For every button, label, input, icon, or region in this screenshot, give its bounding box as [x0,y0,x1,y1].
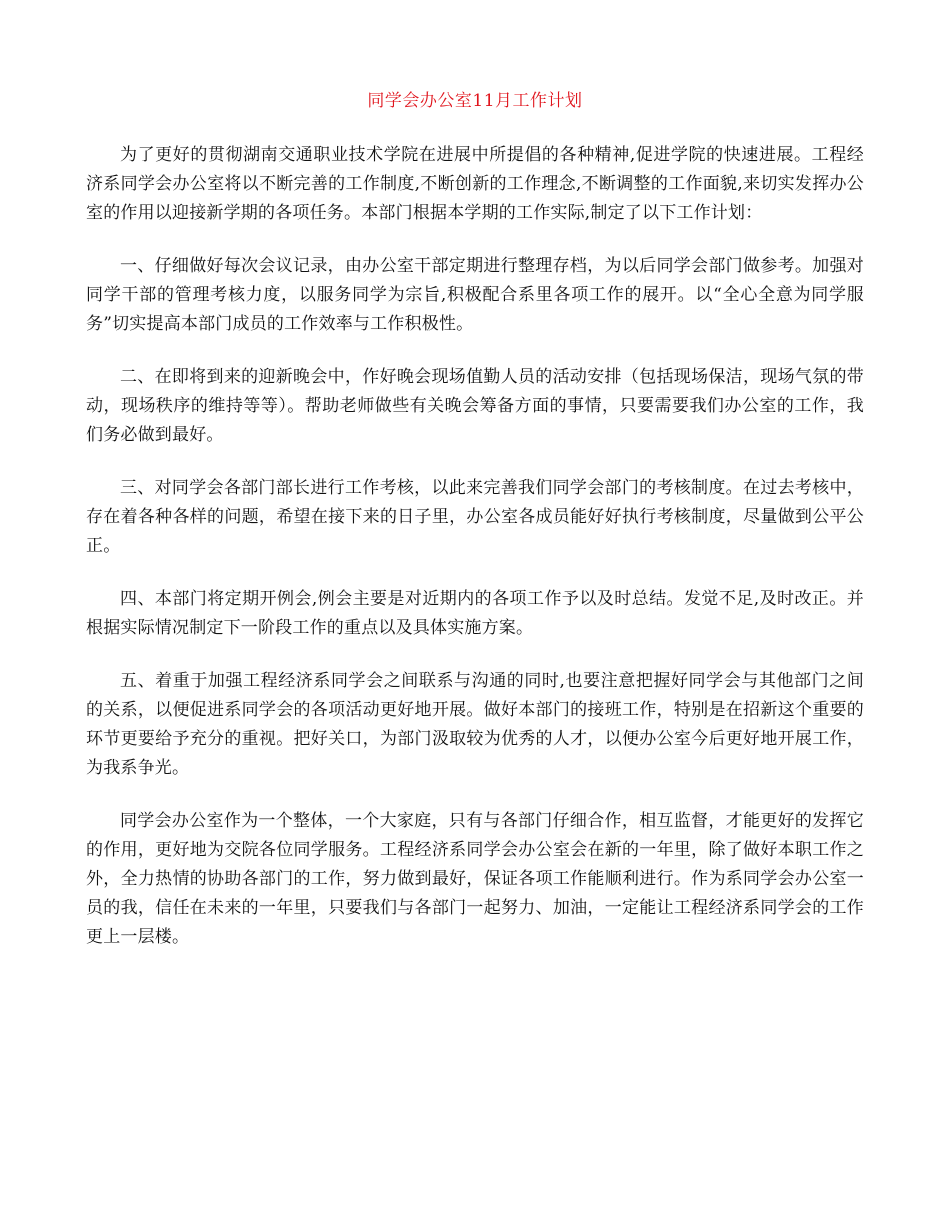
plan-item-2: 二、在即将到来的迎新晚会中，作好晚会现场值勤人员的活动安排（包括现场保洁，现场气氛的带动，现场秩序的维持等等）。帮助老师做些有关晚会筹备方面的事情，只要需要我们办公室的工作，我们务必做到最好。 [86,367,864,445]
intro-paragraph: 为了更好的贯彻湖南交通职业技术学院在进展中所提倡的各种精神,促进学院的快速进展。工程经济系同学会办公室将以不断完善的工作制度,不断创新的工作理念,不断调整的工作面貌,来切实发挥办公室的作用以迎接新学期的各项任务。本部门根据本学期的工作实际,制定了以下工作计划： [86,145,864,223]
document-title: 同学会办公室11月工作计划 [367,91,583,111]
document-body [86,141,864,976]
plan-item-4: 四、本部门将定期开例会,例会主要是对近期内的各项工作予以及时总结。发觉不足,及时改正。并根据实际情况制定下一阶段工作的重点以及具体实施方案。 [86,589,864,638]
plan-item-5: 五、着重于加强工程经济系同学会之间联系与沟通的同时,也要注意把握好同学会与其他部门之间的关系，以便促进系同学会的各项活动更好地开展。做好本部门的接班工作，特别是在招新这个重要的环节更要给予充分的重视。把好关口，为部门汲取较为优秀的人才，以便办公室今后更好地开展工作，为我系争光。 [86,671,864,778]
plan-item-3: 三、对同学会各部门部长进行工作考核，以此来完善我们同学会部门的考核制度。在过去考核中，存在着各种各样的问题，希望在接下来的日子里，办公室各成员能好好执行考核制度，尽量做到公平公正。 [86,478,864,556]
closing-paragraph: 同学会办公室作为一个整体，一个大家庭，只有与各部门仔细合作，相互监督，才能更好的发挥它的作用，更好地为交院各位同学服务。工程经济系同学会办公室会在新的一年里，除了做好本职工作之外，全力热情的协助各部门的工作，努力做到最好，保证各项工作能顺利进行。作为系同学会办公室一员的我，信任在未来的一年里，只要我们与各部门一起努力、加油，一定能让工程经济系同学会的工作更上一层楼。 [86,811,864,947]
plan-item-1: 一、仔细做好每次会议记录，由办公室干部定期进行整理存档，为以后同学会部门做参考。加强对同学干部的管理考核力度，以服务同学为宗旨,积极配合系里各项工作的展开。以“全心全意为同学服务”切实提高本部门成员的工作效率与工作积极性。 [86,256,864,334]
